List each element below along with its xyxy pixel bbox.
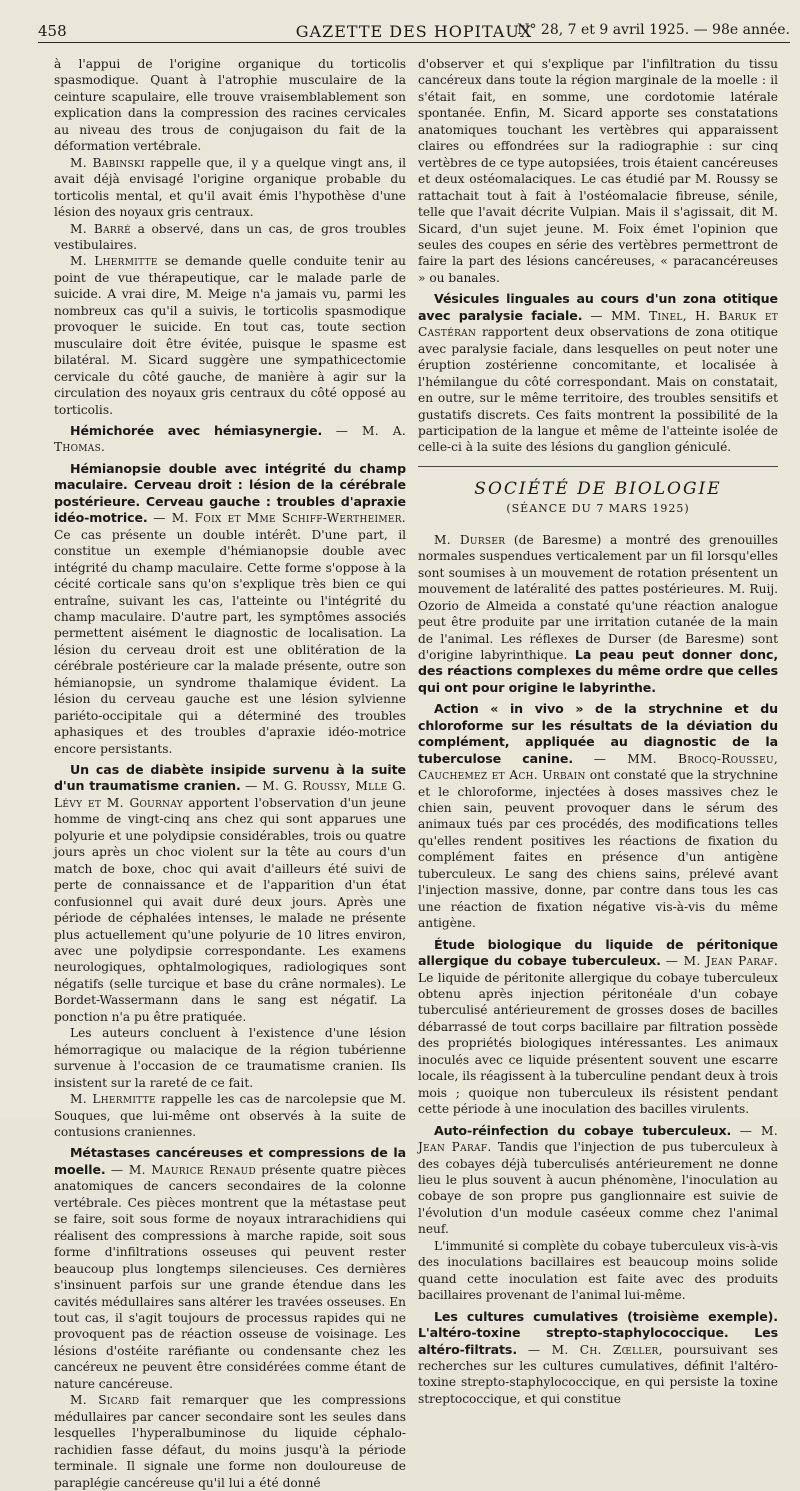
page-number: 458 [38, 22, 67, 40]
author-name: M. Lhermitte [70, 1092, 156, 1107]
bold-statement: La peau peut donner donc, des réactions complexes du même ordre que celles qui ont pour origine le labyrinthe. [418, 646, 779, 695]
paragraph: Les auteurs concluent à l'existence d'une lésion hémorragique ou malacique de la région tubérienne survenue à l'occasion de ce traumatisme cranien. Ils insistent sur la rareté de ce fait. [54, 1026, 406, 1090]
heading-title: Métastases cancéreuses et compressions de la moelle. [54, 1145, 406, 1177]
left-column [54, 56, 406, 1491]
article-heading [54, 461, 406, 757]
article-heading [418, 701, 778, 931]
heading-authors: — M. Foix et Mme Schiff-Wertheimer. [153, 511, 406, 526]
heading-authors: — M. A. Thomas. [54, 423, 407, 455]
paragraph [54, 1392, 406, 1491]
paragraph-text: a observé, dans un cas, de gros troubles vestibulaires. [54, 221, 406, 252]
paragraph-text: (de Baresme) a montré des grenouilles normales suspendues verticalement par un fil lorsqu'elles sont soumises à un mouvement de rotation présentent un mouvement de latéralité des pattes postérieures. M. Ruij. Ozorio de Almeida a constaté qu'une réaction analogue peut être produite par une irritation cutanée de la main de l'animal. Les réflexes de Durser (de Baresme) sont d'origine labyrinthique. [418, 532, 779, 662]
heading-title: Vésicules linguales au cours d'un zona otitique avec paralysie faciale. [418, 291, 778, 323]
heading-title: Les cultures cumulatives (troisième exemple). L'altéro-toxine strepto-staphylococcique. Les altéro-filtrats. [418, 1308, 778, 1357]
paragraph-text: se demande quelle conduite tenir au point de vue thérapeutique, car le malade parle de suicide. A vrai dire, M. Meige n'a jamais vu, parmi les nombreux cas qu'il a suivis, le torticolis spasmodique provoquer le suicide. En tout cas, toute section musculaire doit être évitée, puisque le spasme est bilatéral. M. Sicard suggère une sympathicectomie cervicale du côté gauche, de manière à agir sur la circulation des noyaux gris centraux du côté opposé au torticolis. [54, 254, 406, 417]
paragraph-text: apportent l'observation d'un jeune homme de vingt-cinq ans chez qui sont apparues une polyurie et une polydipsie considérables, trois ou quatre jours après un choc violent sur la tête au cours d'un match de boxe, choc qui avait d'ailleurs été suivi de perte de connaissance et de l'apparition d'un état confusionnel qui avait duré deux jours. Après une période de céphalées intenses, le malade ne présente plus actuellement qu'une polyurie de 10 litres environ, avec une polydipsie correspondante. Les examens neurologiques, ophtalmologiques, radiologiques sont négatifs (selle turcique et base du crâne normales). Le Bordet-Wassermann dans le sang est négatif. La ponction n'a pu être pratiquée. [54, 795, 406, 1024]
heading-title: Auto-réinfection du cobaye tuberculeux. [434, 1122, 732, 1138]
paragraph-text: rappelle que, il y a quelque vingt ans, il avait déjà envisagé l'origine organique probable du torticolis mental, et qu'il avait émis l'hypothèse d'une lésion des noyaux gris centraux. [54, 155, 406, 220]
article-heading [54, 423, 406, 456]
page-header [38, 18, 790, 43]
heading-title: Un cas de diabète insipide survenu à la suite d'un traumatisme cranien. [54, 762, 406, 794]
paragraph [54, 1091, 406, 1140]
paragraph [54, 221, 406, 254]
paragraph: d'observer et qui s'explique par l'infiltration du tissu cancéreux dans toute la région marginale de la moelle : il s'était fait, en somme, une cordotomie latérale spontanée. Enfin, M. Sicard apporte ses constatations anatomiques touchant les vertèbres qui apparaissent claires ou effondrées sur la radiographie : sur cinq vertèbres de ce type autopsiées, trois étaient cancéreuses et deux ostéomalaciques. Le cas étudié par M. Roussy se rattachait tout à fait à l'ostéomalacie fibreuse, sénile, telle que l'avait décrite Vulpian. Mais il s'agissait, dit M. Sicard, d'un sujet jeune. M. Foix émet l'opinion que seules des coupes en série des vertèbres permettront de faire la part des lésions cancéreuses, « paracancéreuses » ou banales. [418, 57, 778, 285]
heading-authors: — M. Maurice Renaud [110, 1162, 256, 1177]
paragraph-text: ont constaté que la strychnine et le chloroforme, injectées à doses massives chez le chien sain, peuvent provoquer dans le sérum des animaux tués par ces procédés, des modifications telles qu'elles rendent positives les réactions de fixation du complément faites en présence d'un antigène tuberculeux. Le sang des chiens sains, prélevé avant l'injection massive, donne, par contre dans tous les cas une réaction de fixation négative vis-à-vis du même antigène. [418, 768, 778, 931]
paragraph-text: fait remarquer que les compressions médullaires par cancer secondaire sont les seules dans lesquelles l'hyperalbuminose du liquide céphalo-rachidien fasse défaut, du moins jusqu'à la période terminale. Il signale une forme non douloureuse de paraplégie cancéreuse qu'il lui a été donné [54, 1393, 406, 1490]
paragraph-text: Tandis que l'injection de pus tuberculeux à des cobayes déjà tuberculisés antérieurement ne donne lieu le plus souvent à aucun phénomène, l'inoculation au cobaye de son propre pus ganglionnaire est suivie de l'évolution d'un module caséeux comme chez l'animal neuf. [418, 1140, 778, 1237]
right-column [418, 56, 778, 1407]
heading-authors: — M. Jean Paraf. [418, 1123, 779, 1155]
author-name: M. Lhermitte [70, 254, 158, 269]
article-heading [54, 1145, 406, 1392]
paragraph [54, 155, 406, 221]
heading-authors: — MM. Brocq-Rousseu, Cauchemez et Ach. Urbain [418, 751, 779, 783]
article-heading [418, 1123, 778, 1238]
heading-authors: — M. G. Roussy, Mlle G. Lévy et M. Gournay [54, 779, 407, 810]
paragraph [418, 532, 778, 697]
paragraph: L'immunité si complète du cobaye tuberculeux vis-à-vis des inoculations bacillaires est beaucoup moins solide quand cette inoculation est faite avec des produits bacillaires provenant de l'animal lui-même. [418, 1238, 778, 1303]
heading-authors: — MM. Tinel, H. Baruk et Castéran [418, 308, 778, 340]
issue-info: N° 28, 7 et 9 avril 1925. — 98e année. [517, 22, 790, 38]
section-title: SOCIÉTÉ DE BIOLOGIE [418, 466, 778, 497]
heading-authors: — M. Ch. Zœller, [527, 1342, 663, 1357]
heading-title: Étude biologique du liquide de péritonique allergique du cobaye tuberculeux. [418, 936, 778, 969]
paragraph-text: Ce cas présente un double intérêt. D'une part, il constitue un exemple d'hémianopsie double avec intégrité du champ maculaire. Cette forme s'oppose à la cécité corticale sans qu'on s'explique très bien ce qui entraîne, suivant les cas, l'atteinte ou l'intégrité du champ maculaire. D'autre part, les symptômes associés permettent aisément le diagnostic de localisation. La lésion du cerveau droit est une oblitération de la cérébrale postérieure car la malade présente, outre son hémianopsie, un syndrome thalamique évident. La lésion du cerveau gauche est une lésion sylvienne pariéto-occipitale qui a déterminé des troubles aphasiques et des troubles d'apraxie idéo-motrice encore persistants. [54, 527, 406, 756]
author-name: M. Babinski [70, 155, 145, 170]
heading-title: Action « in vivo » de la strychnine et du chloroforme sur les résultats de la déviation du complément, appliquée au diagnostic de la tuberculose canine. [418, 701, 778, 766]
article-heading [418, 937, 778, 1118]
article-heading [54, 762, 406, 1025]
heading-title: Hémichorée avec hémiasynergie. [70, 422, 323, 438]
paragraph: à l'appui de l'origine organique du torticolis spasmodique. Quant à l'atrophie musculaire de la ceinture scapulaire, elle trouve vraisemblablement son explication dans la compression des racines cervicales au niveau des trous de conjugaison du fait de la déformation vertébrale. [54, 57, 406, 154]
paragraph-text: Le liquide de péritonite allergique du cobaye tuberculeux obtenu après injection péritonéale d'un cobaye tuberculisé antérieurement de grosses doses de bacilles débarrassé de tout corps bacillaire par filtration possède des propriétés biologiques intéressantes. Les animaux inoculés avec ce liquide présentent souvent une escarre locale, ils réagissent à la tuberculine pendant deux à trois mois ; quoique non tuberculeux ils résistent pendant cette période à une inoculation des bacilles virulents. [418, 970, 778, 1117]
journal-title: GAZETTE DES HOPITAUX [295, 22, 533, 41]
paragraph-text: poursuivant ses recherches sur les cultures cumulatives, définit l'altéro-toxine strepto-staphylococcique, en qui persiste la toxine streptococcique, et qui constitue [418, 1342, 779, 1406]
paragraph-text: rapportent deux observations de zona otitique avec paralysie faciale, dans lesquelles on peut noter une éruption zostérienne concomitante, et localisée à l'hémilangue du côté correspondant. Mais on constatait, en outre, sur le même territoire, des troubles sensitifs et gustatifs discrets. Ces faits montrent la possibilité de la participation de la langue et même de l'atteinte isolée de celle-ci à la suite des lésions du ganglion géniculé. [418, 325, 779, 455]
paragraph-text: rappelle les cas de narcolepsie que M. Souques, que lui-même ont observés à la suite de contusions craniennes. [54, 1092, 406, 1139]
heading-authors: — M. Jean Paraf. [665, 954, 779, 969]
heading-title: Hémianopsie double avec intégrité du champ maculaire. Cerveau droit : lésion de la cérébrale postérieure. Cerveau gauche : troubles d'apraxie idéo-motrice. [54, 460, 406, 526]
paragraph [54, 253, 406, 418]
article-heading [418, 1309, 778, 1408]
section-subtitle: (SÉANCE DU 7 MARS 1925) [506, 502, 690, 516]
author-name: M. Durser [434, 532, 506, 547]
paragraph-text: présente quatre pièces anatomiques de cancers secondaires de la colonne vertébrale. Ces pièces montrent que la métastase peut se faire, soit sous forme de noyaux intrarachidiens qui réalisent des compressions à marche rapide, soit sous forme d'infiltrations osseuses qui peuvent rester beaucoup plus longtemps silencieuses. Ces dernières s'insinuent parfois sur une grande étendue dans les cavités médullaires sans altérer les travées osseuses. En tout cas, il s'agit toujours de processus rapides qui ne provoquent pas de réaction osseuse de voisinage. Les lésions d'ostéite raréfiante ou condensante chez les cancéreux ne peuvent être considérées comme étant de nature cancéreuse. [54, 1162, 407, 1391]
article-heading [418, 291, 778, 456]
author-name: M. Barré [70, 221, 131, 236]
author-name: M. Sicard [70, 1393, 140, 1408]
